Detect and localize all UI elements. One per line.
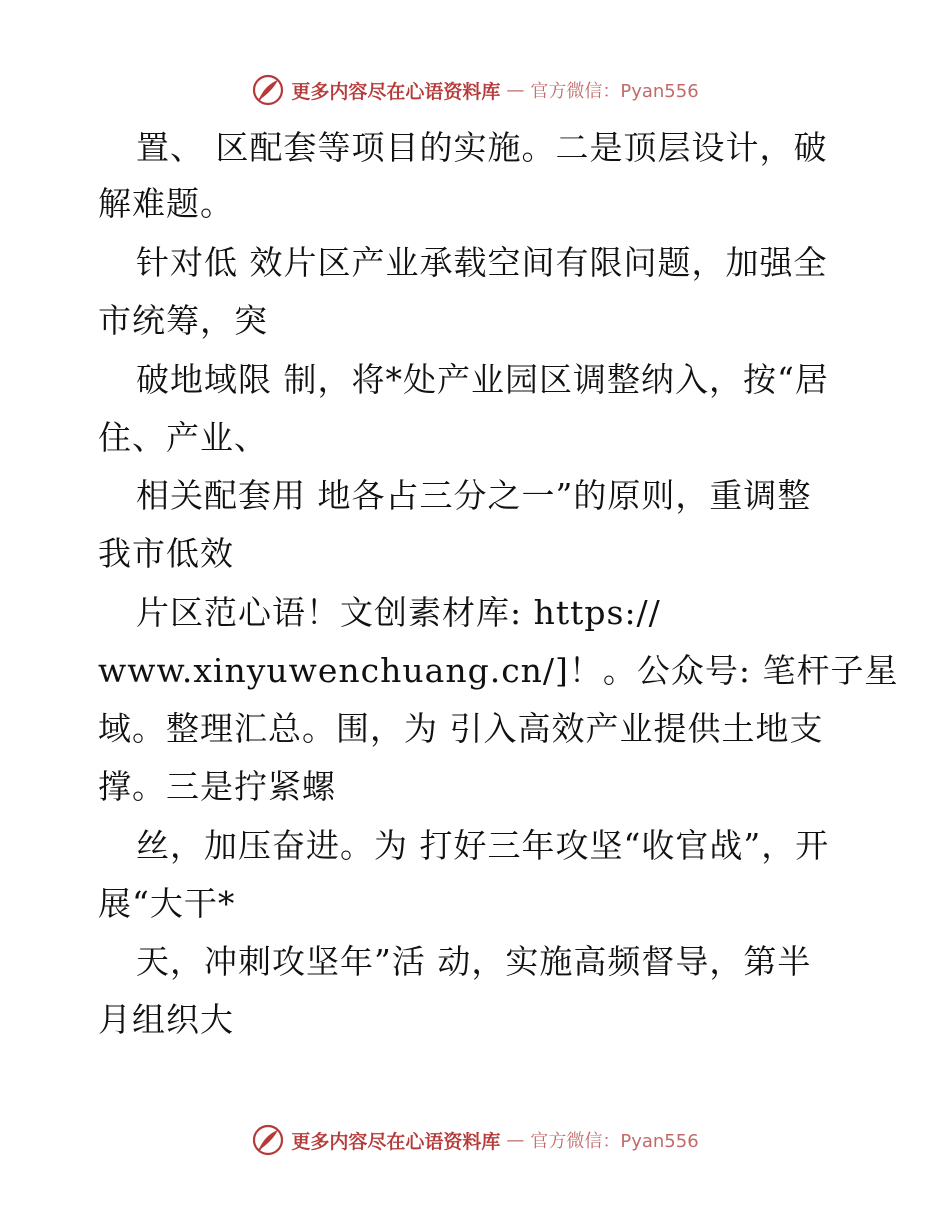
text-line: 置、 区配套等项目的实施。二是顶层设计，破	[136, 128, 828, 167]
header-banner	[0, 70, 950, 110]
text-line: 天，冲刺攻坚年”活 动，实施高频督导，第半	[136, 942, 812, 981]
text-line: 丝，加压奋进。为 打好三年攻坚“收官战”，开	[136, 826, 830, 865]
text-line: 相关配套用 地各占三分之一”的原则，重调整	[136, 476, 812, 515]
text-line: 针对低 效片区产业承载空间有限问题，加强全	[136, 243, 828, 282]
text-line: 域。整理汇总。围，为 引入高效产业提供土地支	[98, 709, 824, 748]
text-line: www.xinyuwenchuang.cn/]！。公众号: 笔杆子星	[98, 651, 899, 690]
quill-logo-icon	[251, 1123, 285, 1157]
footer-banner	[0, 1120, 950, 1160]
header-wechat-text: 官方微信：Pyan556	[530, 81, 699, 102]
text-line: 破地域限 制，将*处产业园区调整纳入，按“居	[136, 360, 829, 399]
text-line: 住、产业、	[98, 418, 268, 457]
quill-logo-icon	[251, 73, 285, 107]
text-line: 月组织大	[98, 1000, 234, 1039]
text-line: 撑。三是拧紧螺	[98, 767, 336, 806]
text-line: 片区范心语！文创素材库: https://	[136, 593, 661, 632]
footer-wechat-text: 官方微信：Pyan556	[530, 1131, 699, 1152]
text-line: 解难题。	[98, 184, 234, 223]
text-line: 市统筹，突	[98, 301, 268, 340]
footer-brand-text: 更多内容尽在心语资料库	[291, 1130, 501, 1153]
text-line: 我市低效	[98, 534, 234, 573]
header-dash: —	[506, 79, 525, 101]
header-brand-text: 更多内容尽在心语资料库	[291, 80, 501, 103]
text-line: 展“大干*	[98, 884, 236, 923]
footer-dash: —	[506, 1129, 525, 1151]
